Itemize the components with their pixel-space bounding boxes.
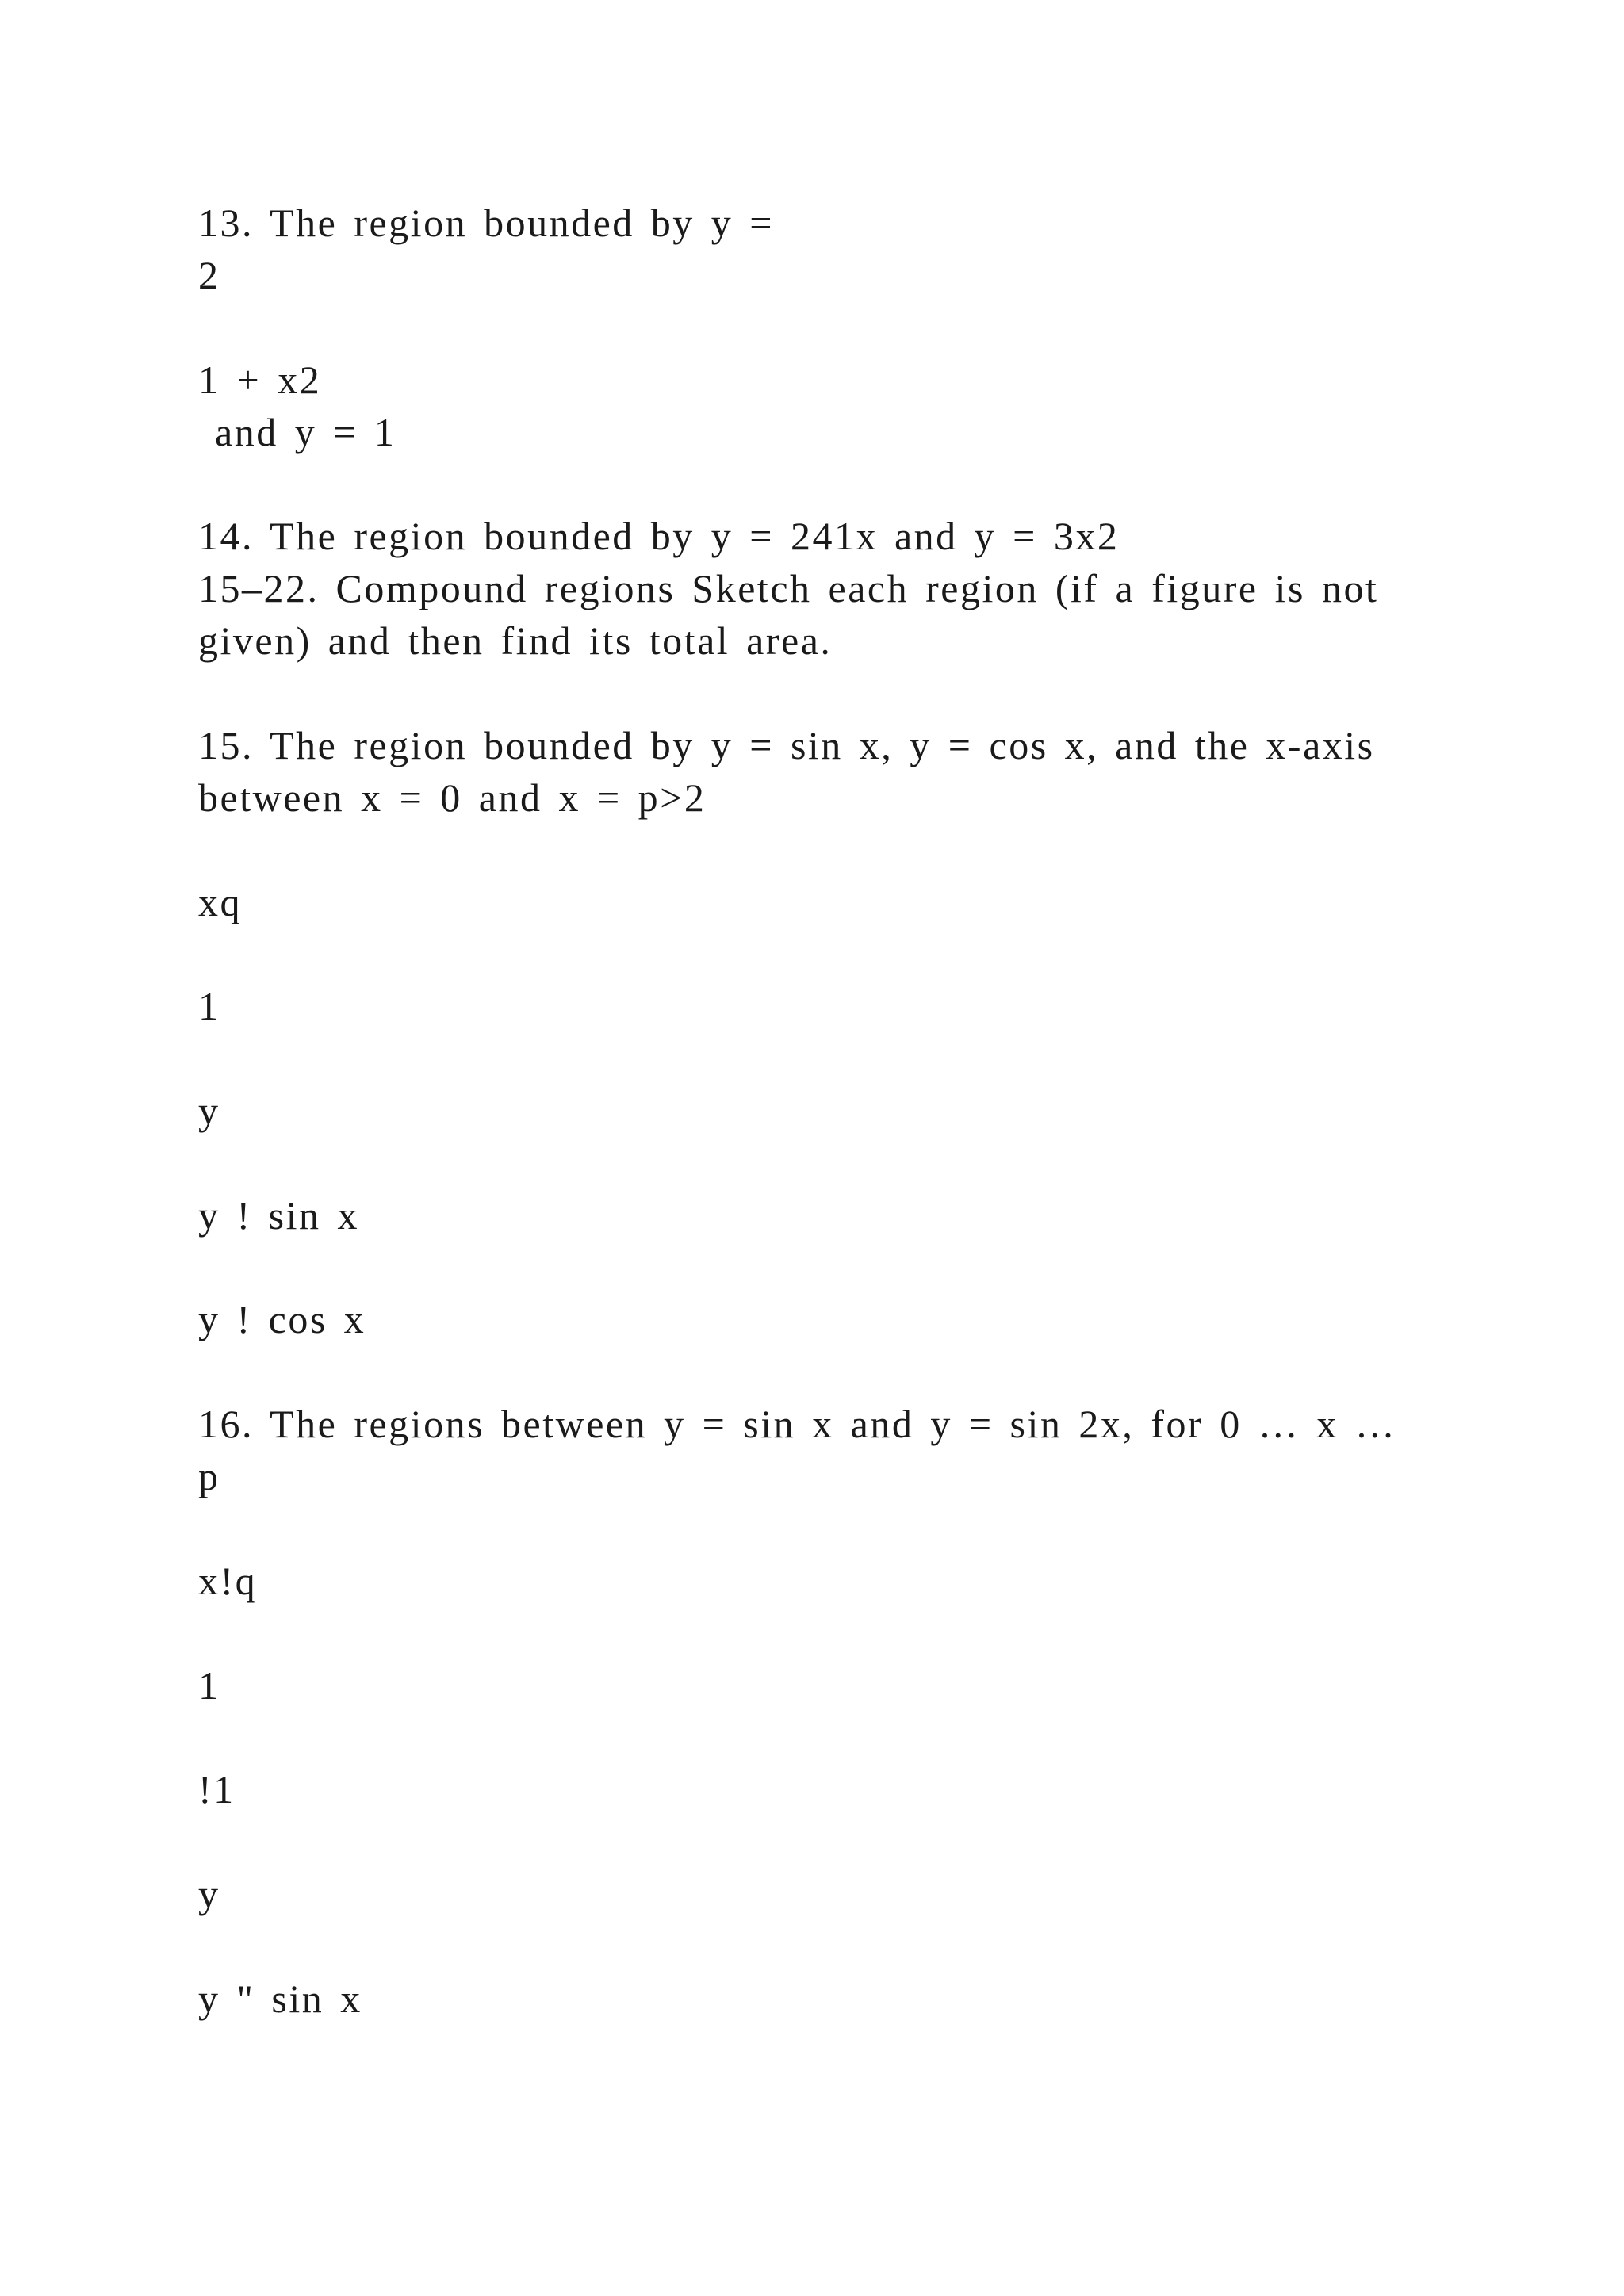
figure-label: y bbox=[198, 1089, 220, 1133]
problem-13-denominator: 1 + x2 bbox=[198, 358, 322, 402]
section-heading-15-22: 15–22. Compound regions Sketch each region (if a figure is not bbox=[198, 566, 1379, 610]
figure-label: y " sin x bbox=[198, 1976, 362, 2021]
problem-13-heading: 13. The region bounded by y = bbox=[198, 201, 774, 245]
problem-13-numerator: 2 bbox=[198, 253, 220, 297]
figure-label: y bbox=[198, 1872, 220, 1916]
problem-14: 14. The region bounded by y = 241x and y = 3x2 bbox=[198, 514, 1120, 558]
figure-label: y ! sin x bbox=[198, 1193, 359, 1238]
section-heading-15-22-continued: given) and then find its total area. bbox=[198, 618, 833, 663]
figure-label: 1 bbox=[198, 984, 220, 1028]
figure-label: x!q bbox=[198, 1559, 258, 1603]
problem-15: 15. The region bounded by y = sin x, y = cos x, and the x-axis bbox=[198, 723, 1375, 767]
figure-label: y ! cos x bbox=[198, 1297, 366, 1341]
problem-13-condition: and y = 1 bbox=[198, 410, 396, 454]
figure-label: !1 bbox=[198, 1767, 236, 1812]
problem-16-continued: p bbox=[198, 1454, 220, 1498]
problem-16: 16. The regions between y = sin x and y = sin 2x, for 0 … x … bbox=[198, 1402, 1397, 1446]
figure-label: 1 bbox=[198, 1663, 220, 1708]
problem-15-continued: between x = 0 and x = p>2 bbox=[198, 775, 707, 820]
figure-label: xq bbox=[198, 880, 242, 924]
